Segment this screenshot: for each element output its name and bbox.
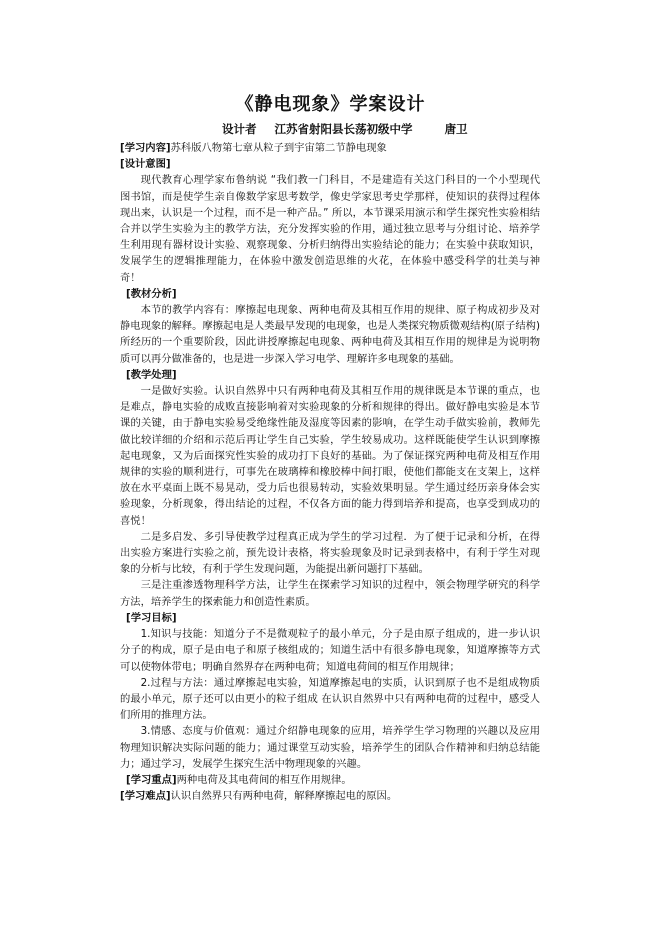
learning-goals-heading: [学习目标] xyxy=(126,611,177,624)
material-analysis-paragraph: 本节的教学内容有：摩擦起电现象、两种电荷及其相互作用的规律、原子构成初步及对静电现象的解释。摩擦起电是人类最早发现的电现象，也是人类探究物质微观结构(原子结构)所经历的一个重要阶段，因此讲授摩擦起电现象、两种电荷及其相互作用的规律是为说明物质可以再分做准备的，也是进一步深入学习电学、理解许多电现象的基础。 xyxy=(120,304,540,365)
study-content-heading: [学习内容] xyxy=(120,142,171,154)
author-label: 设计者 xyxy=(222,122,257,136)
material-analysis-heading: [教材分析] xyxy=(126,287,177,300)
learning-goal-1: 1.知识与技能：知道分子不是微观粒子的最小单元，分子是由原子组成的，进一步认识分子的构成，原子是由电子和原子核组成的；知道生活中有很多静电现象，知道摩擦等方式可以使物体带电；明确自然界存在两种电荷；知道电荷间的相互作用规律； xyxy=(120,628,540,673)
document-title: 《静电现象》学案设计 xyxy=(235,94,426,115)
learning-goal-2: 2.过程与方法：通过摩擦起电实验，知道摩擦起电的实质，认识到原子也不是组成物质的最小单元，原子还可以由更小的粒子组成 在认识自然界中只有两种电荷的过程中，感受人们所用的推理方法。 xyxy=(120,676,540,722)
key-point-text: 两种电荷及其电荷间的相互作用规律。 xyxy=(176,773,352,786)
key-point-line xyxy=(120,772,540,788)
teaching-process-paragraph-1: 一是做好实验。认识自然界中只有两种电荷及其相互作用的规律既是本节课的重点，也是难点，静电实验的成败直接影响着对实验现象的分析和规律的得出。做好静电实验是本节课的关键，由于静电实验易受绝缘性能及湿度等因素的影响，在学生动手做实验前，教师先做比较详细的介绍和示范后再让学生自己实验，学生较易成功。这样既能使学生认识到摩擦起电现象，又为后面探究性实验的成功打下良好的基础。为了保证探究两种电荷及相互作用规律的实验的顺利进行，可事先在玻璃棒和橡胶棒中间打眼，使他们都能支在支架上，这样放在水平桌面上既不易晃动，受力后也很易转动，实验效果明显。学生通过经历亲身体会实验现象，分析现象，得出结论的过程，不仅各方面的能力得到培养和提高，也享受到成功的喜悦！ xyxy=(120,385,540,527)
key-point-heading: [学习重点] xyxy=(126,773,177,786)
author-line xyxy=(222,121,468,137)
design-intent-heading: [设计意图] xyxy=(120,158,171,171)
document-body xyxy=(120,140,540,804)
author-name: 唐卫 xyxy=(444,122,468,136)
study-content-text: 苏科版八物第七章从粒子到宇宙第二节静电现象 xyxy=(170,142,387,154)
teaching-process-paragraph-3: 三是注重渗透物理科学方法，让学生在探索学习知识的过程中，领会物理学研究的科学方法，培养学生的探索能力和创造性素质。 xyxy=(120,579,540,608)
author-org: 江苏省射阳县长荡初级中学 xyxy=(274,122,413,136)
difficulty-text: 认识自然界只有两种电荷，解释摩擦起电的原因。 xyxy=(170,790,398,803)
teaching-process-heading: [教学处理] xyxy=(126,368,177,381)
learning-goal-3: 3.情感、态度与价值观：通过介绍静电现象的应用，培养学生学习物理的兴趣以及应用物理知识解决实际问题的能力；通过课堂互动实验，培养学生的团队合作精神和归纳总结能力；通过学习，发展学生探究生活中物理现象的兴趣。 xyxy=(120,725,540,770)
teaching-process-paragraph-2: 二是多启发、多引导使教学过程真正成为学生的学习过程．为了便于记录和分析，在得出实验方案进行实验之前，预先设计表格，将实验现象及时记录到表格中，有利于学生对现象的分析与比较，有利于学生发现问题，为能提出新问题打下基础。 xyxy=(120,530,540,576)
study-content-line xyxy=(120,140,540,156)
difficulty-line xyxy=(120,788,540,804)
design-intent-paragraph: 现代教育心理学家布鲁纳说 “我们教一门科目，不是建造有关这门科目的一个小型现代图书馆，而是使学生亲自像数学家思考数学，像史学家思考史学那样，使知识的获得过程体现出来，认识是一个过程，而不是一种产品。” 所以，本节课采用演示和学生探究性实验相结合并以学生实验为主的教学方法，充分发挥实验的作用，通过独立思考与分组讨论、培养学生利用现有器材设计实验、观察现象、分析归纳得出实验结论的能力；在实验中获取知识，发展学生的逻辑推理能力，在体验中激发创造思维的火花，在体验中感受科学的壮美与神奇！ xyxy=(120,174,540,284)
difficulty-heading: [学习难点] xyxy=(120,790,171,803)
